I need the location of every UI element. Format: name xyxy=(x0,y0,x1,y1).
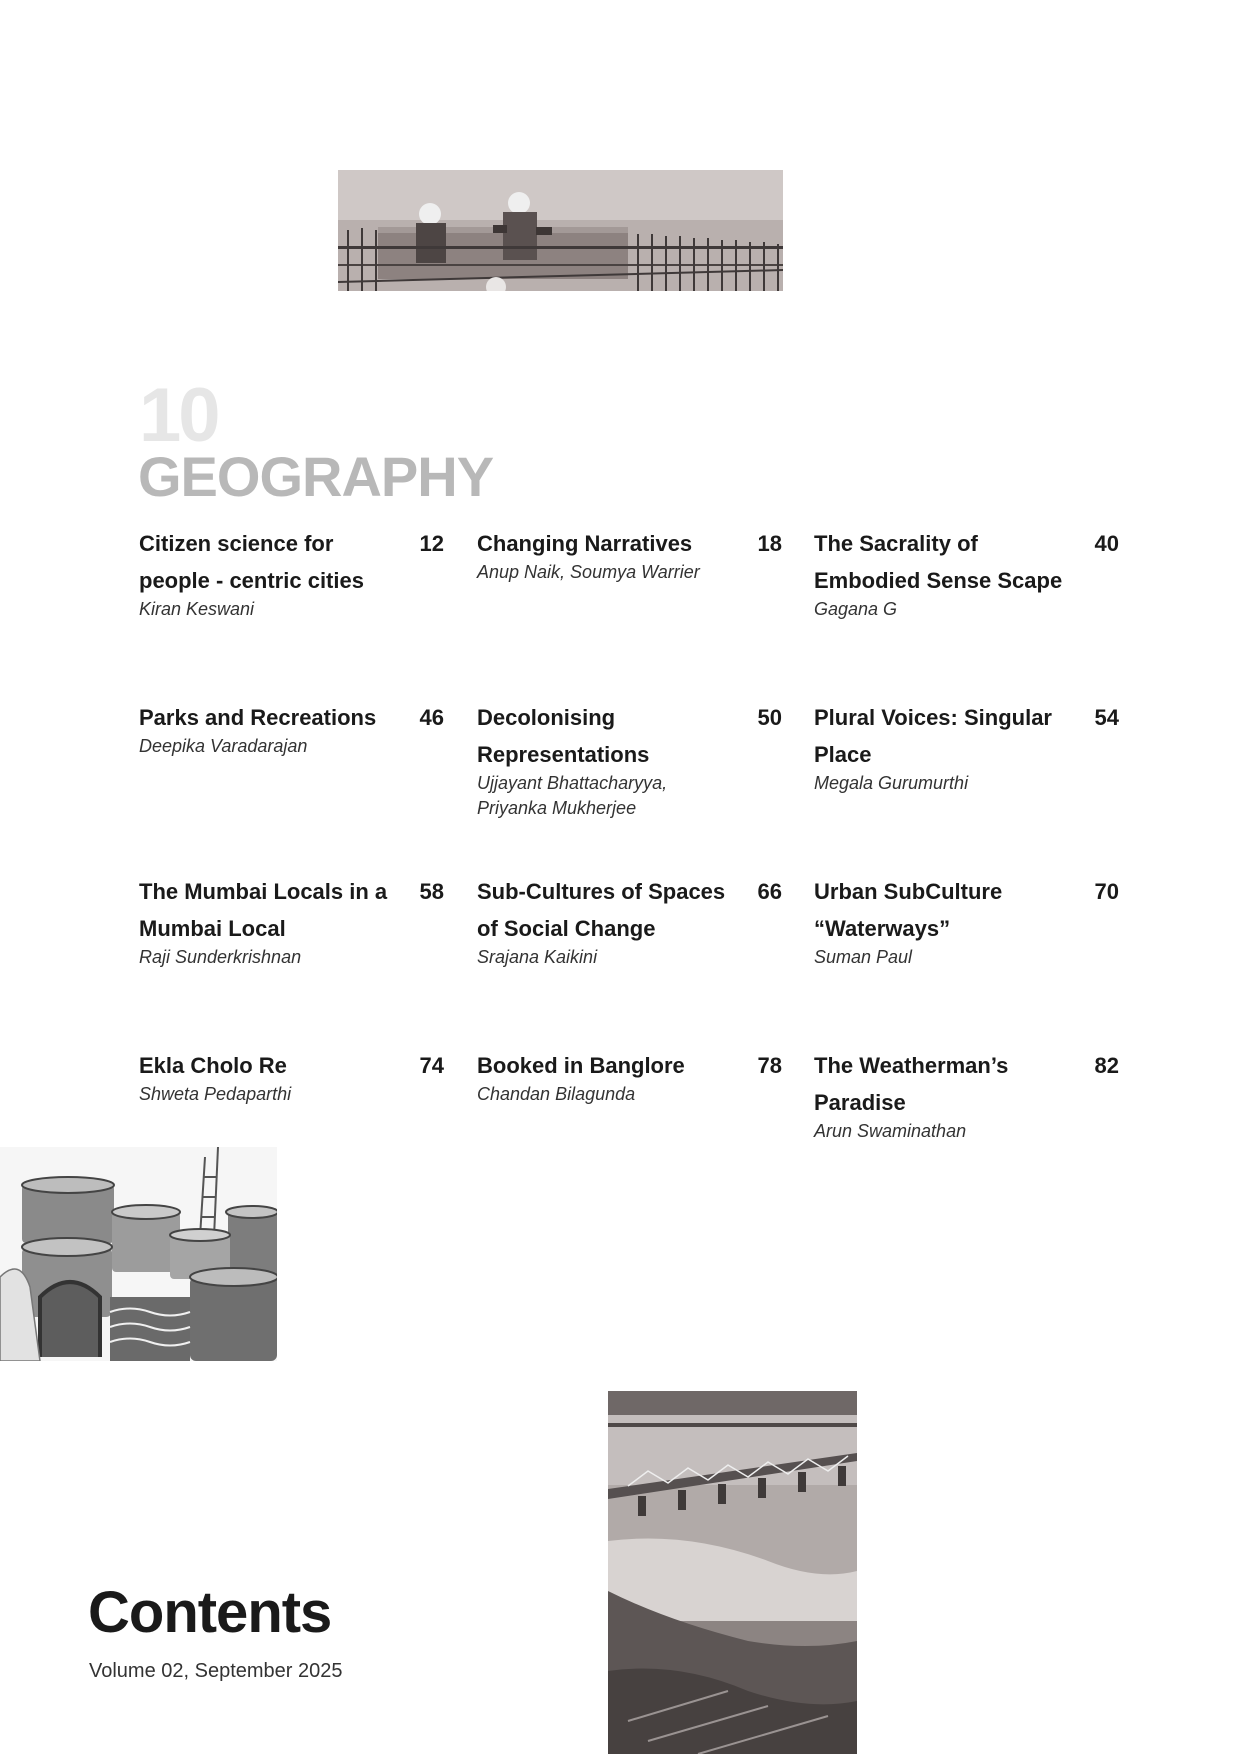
entry-author: Shweta Pedaparthi xyxy=(139,1084,292,1104)
contents-heading: Contents xyxy=(88,1580,332,1645)
entry-title: Plural Voices: Singular Place xyxy=(814,705,1052,767)
entry-author: Ujjayant Bhattacharyya, Priyanka Mukherjee xyxy=(477,773,668,818)
entry-title: Citizen science for people - centric cities xyxy=(139,531,364,593)
toc-entry[interactable] xyxy=(814,873,1119,970)
cooking-pots-illustration xyxy=(0,1147,277,1361)
entry-title: Parks and Recreations xyxy=(139,705,377,730)
entry-title: Ekla Cholo Re xyxy=(139,1053,287,1078)
river-bridge-photo xyxy=(608,1391,857,1754)
toc-entry[interactable] xyxy=(477,525,782,585)
toc-entry[interactable] xyxy=(139,1047,444,1107)
toc-entry[interactable] xyxy=(477,699,782,821)
entry-author: Megala Gurumurthi xyxy=(814,773,969,793)
entry-author: Srajana Kaikini xyxy=(477,947,598,967)
entry-author: Suman Paul xyxy=(814,947,913,967)
volume-date-subtitle: Volume 02, September 2025 xyxy=(89,1660,343,1682)
entry-author: Arun Swaminathan xyxy=(814,1121,967,1141)
entry-page-number: 58 xyxy=(419,879,444,904)
entry-page-number: 74 xyxy=(419,1053,444,1078)
section-title: GEOGRAPHY xyxy=(138,445,494,508)
toc-entry[interactable] xyxy=(814,525,1119,622)
toc-entry[interactable] xyxy=(139,873,444,970)
entry-title: Urban SubCulture “Waterways” xyxy=(814,879,1003,941)
entry-page-number: 54 xyxy=(1094,705,1119,730)
toc-entry[interactable] xyxy=(139,525,444,622)
entry-page-number: 40 xyxy=(1094,531,1119,556)
entry-title: Decolonising Representations xyxy=(477,705,650,767)
section-number: 10 xyxy=(139,373,218,458)
entry-page-number: 12 xyxy=(419,531,444,556)
entry-title: The Sacrality of Embodied Sense Scape xyxy=(814,531,1063,593)
entry-author: Kiran Keswani xyxy=(139,599,255,619)
construction-workers-photo xyxy=(338,170,783,291)
entry-page-number: 82 xyxy=(1094,1053,1119,1078)
entry-page-number: 66 xyxy=(757,879,782,904)
entry-author: Chandan Bilagunda xyxy=(477,1084,636,1104)
entry-title: Booked in Banglore xyxy=(477,1053,685,1078)
entry-title: The Mumbai Locals in a Mumbai Local xyxy=(139,879,388,941)
entry-author: Deepika Varadarajan xyxy=(139,736,308,756)
entry-page-number: 46 xyxy=(419,705,444,730)
entry-title: Sub-Cultures of Spaces of Social Change xyxy=(477,879,726,941)
entry-title: Changing Narratives xyxy=(477,531,693,556)
toc-entry[interactable] xyxy=(814,1047,1119,1144)
entry-page-number: 18 xyxy=(757,531,782,556)
entry-author: Gagana G xyxy=(814,599,898,619)
entry-author: Anup Naik, Soumya Warrier xyxy=(477,562,700,582)
toc-entry[interactable] xyxy=(814,699,1119,796)
toc-entry[interactable] xyxy=(477,1047,782,1107)
entry-author: Raji Sunderkrishnan xyxy=(139,947,302,967)
entry-page-number: 50 xyxy=(757,705,782,730)
toc-entry[interactable] xyxy=(139,699,444,759)
entry-page-number: 70 xyxy=(1094,879,1119,904)
toc-entry[interactable] xyxy=(477,873,782,970)
entry-title: The Weatherman’s Paradise xyxy=(814,1053,1009,1115)
entry-page-number: 78 xyxy=(757,1053,782,1078)
